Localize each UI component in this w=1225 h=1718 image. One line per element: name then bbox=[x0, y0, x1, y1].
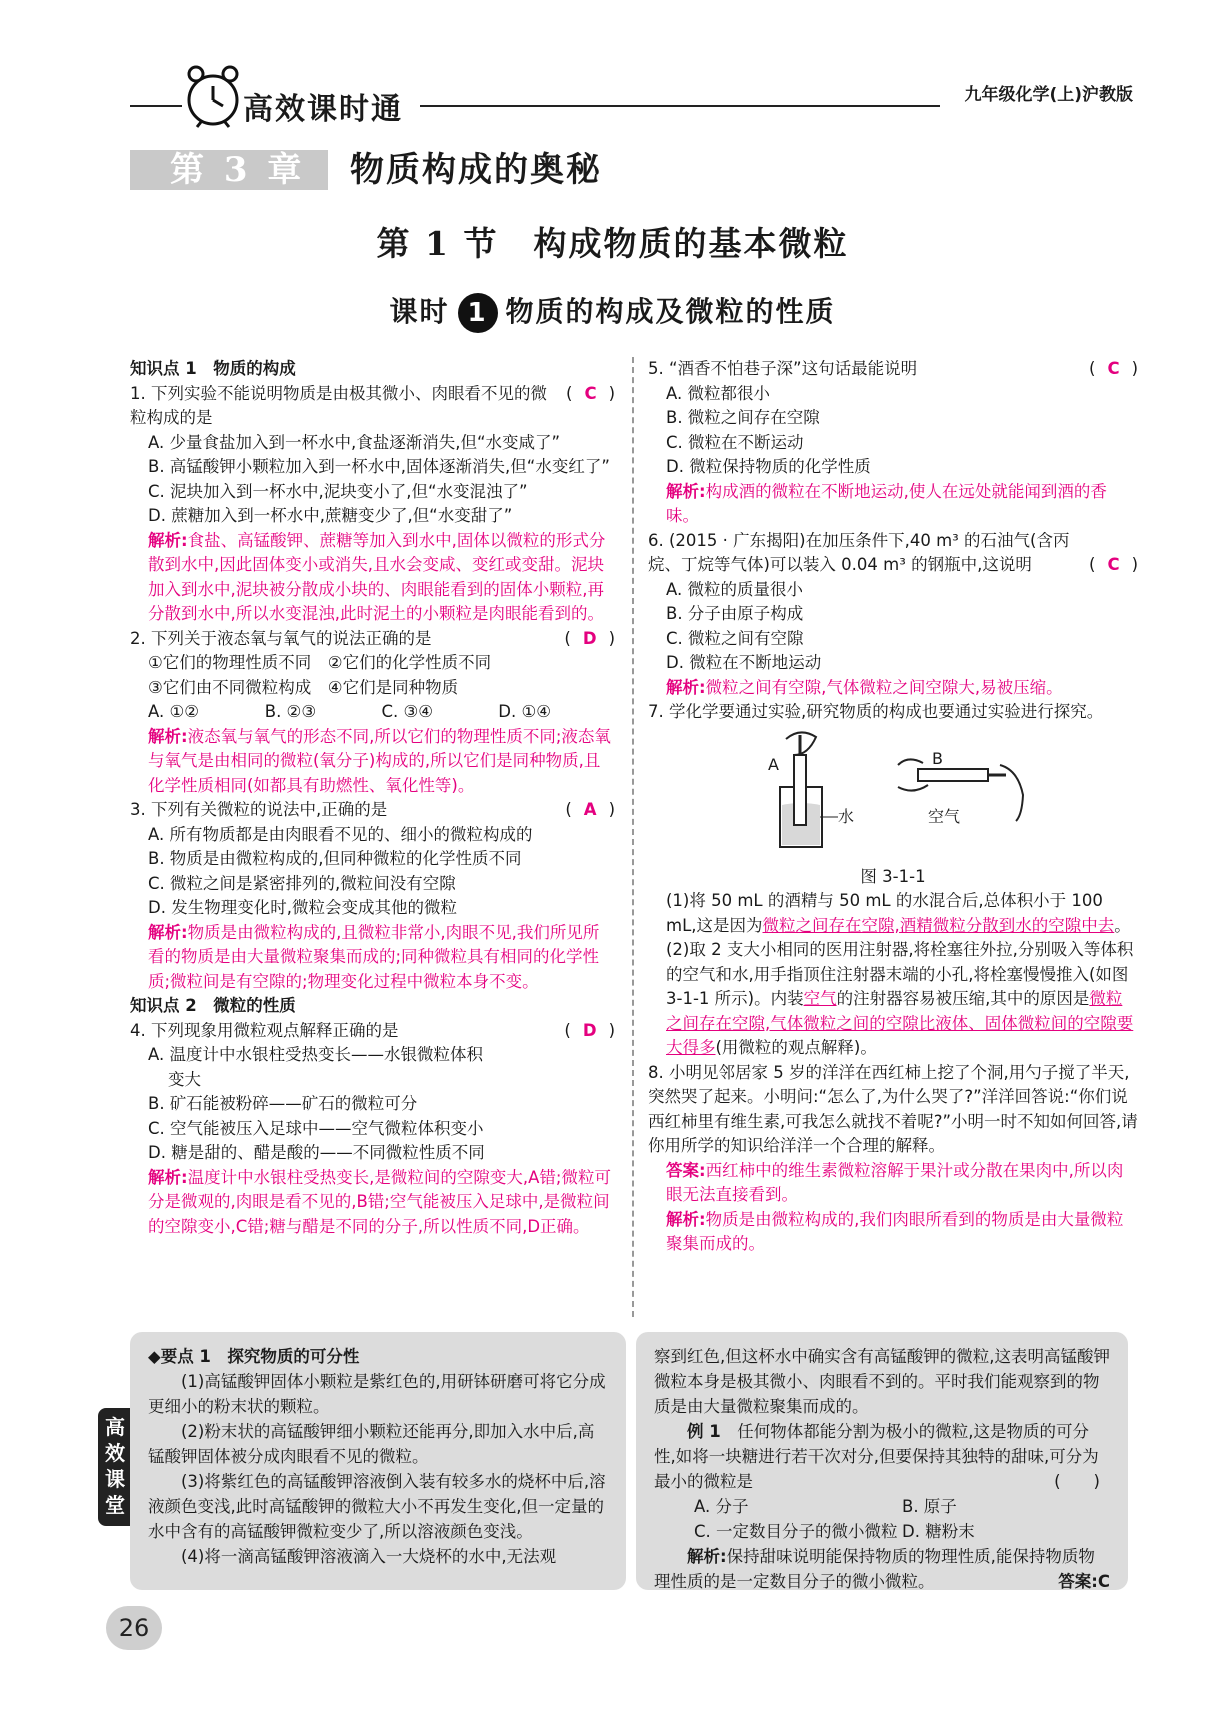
answer-bracket: ( C ) bbox=[1089, 359, 1138, 378]
option-d: D. 糖粉末 bbox=[902, 1522, 975, 1541]
answer-bracket: ( C ) bbox=[566, 383, 615, 403]
option-a: A. ①② bbox=[148, 702, 200, 721]
figure-label-water: 水 bbox=[838, 806, 855, 826]
question-7 bbox=[648, 700, 1138, 1061]
part-2: (2)取 2 支大小相同的医用注射器,将栓塞往外拉,分别吸入等体积的空气和水,用手指顶住注射器末端的小孔,将栓塞慢慢推入(如图 3-1-1 所示)。内装空气的注射器容易被压缩,其中的原因是微粒之间存在空隙,气体微粒之间的空隙比液体、固体微粒间的空隙要大得多(用微粒的观点解释)。 bbox=[666, 940, 1134, 1057]
page-number: 26 bbox=[106, 1606, 162, 1650]
answer-blank: 空气 bbox=[803, 989, 837, 1008]
column-divider bbox=[632, 357, 634, 1317]
book-title: 九年级化学(上)沪教版 bbox=[964, 85, 1133, 105]
lesson-prefix: 课时 bbox=[389, 295, 450, 328]
option-d: D. 微粒保持物质的化学性质 bbox=[666, 457, 871, 476]
option-c: C. 微粒之间是紧密排列的,微粒间没有空隙 bbox=[148, 873, 456, 893]
example-options-row-1 bbox=[654, 1494, 1110, 1519]
question-8 bbox=[648, 1061, 1138, 1257]
option-a-continued: 变大 bbox=[168, 1069, 201, 1089]
option-b: B. 矿石能被粉碎——矿石的微粒可分 bbox=[148, 1094, 418, 1113]
key-point-title: ◆要点 1 探究物质的可分性 bbox=[148, 1347, 360, 1366]
option-b: B. 微粒之间存在空隙 bbox=[666, 408, 820, 427]
option-b: B. ②③ bbox=[264, 702, 317, 721]
question-stem: 1. 下列实验不能说明物质是由极其微小、肉眼看不见的微粒构成的是 bbox=[130, 383, 547, 427]
header-rule-right bbox=[420, 105, 940, 107]
option-b: B. 分子由原子构成 bbox=[666, 604, 804, 623]
analysis: 解析:液态氧与氧气的形态不同,所以它们的物理性质不同;液态氧与氧气是由相同的微粒(氧分子)构成的,所以它们是同种物质,且化学性质相同(如都具有助燃性、氧化性等)。 bbox=[148, 726, 611, 795]
analysis: 解析:温度计中水银柱受热变长,是微粒间的空隙变大,A错;微粒可分是微观的,肉眼是看不见的,B错;空气能被压入足球中,是微粒间的空隙变小,C错;糖与醋是不同的分子,所以性质不同,D正确。 bbox=[148, 1167, 611, 1236]
part-1: (1)将 50 mL 的酒精与 50 mL 的水混合后,总体积小于 100 mL,这是因为微粒之间存在空隙,酒精微粒分散到水的空隙中去。 bbox=[666, 891, 1131, 935]
figure-label-air: 空气 bbox=[928, 806, 961, 826]
options-row bbox=[130, 700, 615, 725]
knowledge-point-1: 知识点 1 物质的构成 bbox=[130, 359, 296, 378]
answer-bracket: ( D ) bbox=[564, 628, 615, 648]
answer-blank: 微粒之间存在空隙,酒精微粒分散到水的空隙中去 bbox=[762, 915, 1115, 935]
question-stem: 2. 下列关于液态氧与氧气的说法正确的是 bbox=[130, 628, 432, 648]
answer-bracket: ( C ) bbox=[1089, 555, 1138, 574]
option-a: A. 所有物质都是由肉眼看不见的、细小的微粒构成的 bbox=[148, 824, 533, 844]
option-b: B. 原子 bbox=[902, 1497, 957, 1516]
figure-caption: 图 3-1-1 bbox=[860, 866, 926, 886]
header-rule-left bbox=[130, 105, 182, 107]
side-tab: 高效课堂 bbox=[98, 1408, 132, 1526]
alarm-clock-icon bbox=[183, 62, 243, 128]
lesson-number-badge: 1 bbox=[458, 293, 498, 333]
statement-line-2: ③它们由不同微粒构成 ④它们是同种物质 bbox=[148, 677, 459, 697]
syringe-illustration bbox=[738, 725, 1038, 865]
question-stem: 5. “酒香不怕巷子深”这句话最能说明 bbox=[648, 359, 918, 378]
chapter-label: 第 3 章 bbox=[170, 150, 306, 190]
left-column bbox=[130, 357, 615, 1239]
option-b: B. 高锰酸钾小颗粒加入到一杯水中,固体逐渐消失,但“水变红了” bbox=[148, 457, 610, 476]
option-a: A. 分子 bbox=[694, 1497, 749, 1516]
analysis: 解析:物质是由微粒构成的,且微粒非常小,肉眼不见,我们所见所看的物质是由大量微粒聚集而成的;同种微粒具有相同的化学性质;微粒间是有空隙的;物理变化过程中微粒本身不变。 bbox=[148, 922, 600, 991]
question-6 bbox=[648, 529, 1138, 701]
option-c: C. 一定数目分子的微小微粒 bbox=[694, 1522, 898, 1541]
question-stem: 8. 小明见邻居家 5 岁的洋洋在西红柿上挖了个洞,用勺子搅了半天,突然哭了起来。小明问:“怎么了,为什么哭了?”洋洋回答说:“你们说西红柿里有维生素,可我怎么就找不着呢?”小明一时不知如何回答,请你用所学的知识给洋洋一个合理的解释。 bbox=[648, 1062, 1138, 1155]
option-a: A. 微粒的质量很小 bbox=[666, 579, 803, 599]
question-stem: 7. 学化学要通过实验,研究物质的构成也要通过实验进行探究。 bbox=[648, 702, 1104, 721]
chapter-title: 物质构成的奥秘 bbox=[350, 150, 602, 190]
question-1 bbox=[130, 382, 615, 627]
statement-line-1: ①它们的物理性质不同 ②它们的化学性质不同 bbox=[148, 653, 492, 672]
lesson-title bbox=[0, 290, 1225, 333]
option-b: B. 物质是由微粒构成的,但同种微粒的化学性质不同 bbox=[148, 849, 522, 868]
option-d: D. 微粒在不断地运动 bbox=[666, 653, 822, 672]
logo-text: 高效课时通 bbox=[243, 92, 403, 127]
question-3 bbox=[130, 798, 615, 994]
option-a: A. 温度计中水银柱受热变长——水银微粒体积 bbox=[148, 1045, 483, 1064]
analysis: 解析:食盐、高锰酸钾、蔗糖等加入到水中,固体以微粒的形式分散到水中,因此固体变小或消失,且水会变咸、变红或变甜。泥块加入到水中,泥块被分散成小块的、肉眼能看到的固体小颗粒,再分散到水中,所以水变混浊,此时泥土的小颗粒是肉眼能看到的。 bbox=[148, 530, 606, 623]
key-point-para-2: (2)粉末状的高锰酸钾细小颗粒还能再分,即加入水中后,高锰酸钾固体被分成肉眼看不见的微粒。 bbox=[148, 1422, 595, 1466]
right-column bbox=[648, 357, 1138, 1257]
option-c: C. ③④ bbox=[381, 702, 434, 721]
question-stem: 3. 下列有关微粒的说法中,正确的是 bbox=[130, 800, 388, 819]
analysis: 解析:微粒之间有空隙,气体微粒之间空隙大,易被压缩。 bbox=[666, 677, 1063, 697]
syringe-figure bbox=[648, 725, 1138, 865]
key-point-box bbox=[130, 1332, 626, 1590]
option-d: D. 蔗糖加入到一杯水中,蔗糖变少了,但“水变甜了” bbox=[148, 506, 513, 525]
knowledge-point-2: 知识点 2 微粒的性质 bbox=[130, 996, 296, 1015]
lesson-name: 物质的构成及微粒的性质 bbox=[505, 295, 836, 328]
box-continued-para: 察到红色,但这杯水中确实含有高锰酸钾的微粒,这表明高锰酸钾微粒本身是极其微小、肉眼看不到的。平时我们能观察到的物质是由大量微粒聚集而成的。 bbox=[654, 1347, 1110, 1416]
answer-bracket: ( D ) bbox=[564, 1020, 615, 1040]
question-2 bbox=[130, 627, 615, 799]
analysis: 解析:构成酒的微粒在不断地运动,使人在远处就能闻到酒的香味。 bbox=[666, 481, 1107, 525]
answer: 答案:西红柿中的维生素微粒溶解于果汁或分散在果肉中,所以肉眼无法直接看到。 bbox=[666, 1160, 1124, 1204]
answer-blank: 微粒之间存在空隙,气体微粒之间的空隙比液体、固体微粒间的空隙要大得多 bbox=[666, 989, 1134, 1057]
analysis: 解析:物质是由微粒构成的,我们肉眼所看到的物质是由大量微粒聚集而成的。 bbox=[666, 1209, 1124, 1253]
option-a: A. 少量食盐加入到一杯水中,食盐逐渐消失,但“水变咸了” bbox=[148, 432, 561, 452]
question-5 bbox=[648, 357, 1138, 529]
example-analysis: 解析:保持甜味说明能保持物质的物理性质,能保持物质物理性质的是一定数目分子的微小微粒。 答案:C bbox=[654, 1547, 1110, 1591]
example-options-row-2 bbox=[654, 1519, 1110, 1544]
answer-bracket: ( A ) bbox=[565, 800, 615, 819]
key-point-para-4: (4)将一滴高锰酸钾溶液滴入一大烧杯的水中,无法观 bbox=[181, 1547, 557, 1566]
figure-label-a: A bbox=[768, 754, 779, 774]
option-c: C. 空气能被压入足球中——空气微粒体积变小 bbox=[148, 1118, 484, 1138]
option-a: A. 微粒都很小 bbox=[666, 383, 770, 403]
example-question: 例 1 任何物体都能分割为极小的微粒,这是物质的可分性,如将一块糖进行若干次对分,但要保持其独特的甜味,可分为最小的微粒是 ( ) bbox=[654, 1422, 1100, 1491]
option-c: C. 微粒之间有空隙 bbox=[666, 628, 804, 648]
figure-label-b: B bbox=[932, 748, 943, 768]
example-box bbox=[636, 1332, 1128, 1590]
option-d: D. 发生物理变化时,微粒会变成其他的微粒 bbox=[148, 898, 457, 917]
section-title: 第 1 节 构成物质的基本微粒 bbox=[376, 224, 849, 263]
option-c: C. 泥块加入到一杯水中,泥块变小了,但“水变混浊了” bbox=[148, 481, 528, 501]
question-stem: 6. (2015 · 广东揭阳)在加压条件下,40 m³ 的石油气(含丙烷、丁烷等气体)可以装入 0.04 m³ 的钢瓶中,这说明 bbox=[648, 530, 1070, 574]
option-c: C. 微粒在不断运动 bbox=[666, 432, 804, 452]
question-4 bbox=[130, 1019, 615, 1240]
key-point-para-1: (1)高锰酸钾固体小颗粒是紫红色的,用研钵研磨可将它分成更细小的粉末状的颗粒。 bbox=[148, 1372, 606, 1416]
option-d: D. ①④ bbox=[498, 702, 552, 721]
question-stem: 4. 下列现象用微粒观点解释正确的是 bbox=[130, 1020, 399, 1040]
option-d: D. 糖是甜的、醋是酸的——不同微粒性质不同 bbox=[148, 1143, 485, 1162]
key-point-para-3: (3)将紫红色的高锰酸钾溶液倒入装有较多水的烧杯中后,溶液颜色变浅,此时高锰酸钾的微粒大小不再发生变化,但一定量的水中含有的高锰酸钾微粒变少了,所以溶液颜色变浅。 bbox=[148, 1472, 606, 1541]
